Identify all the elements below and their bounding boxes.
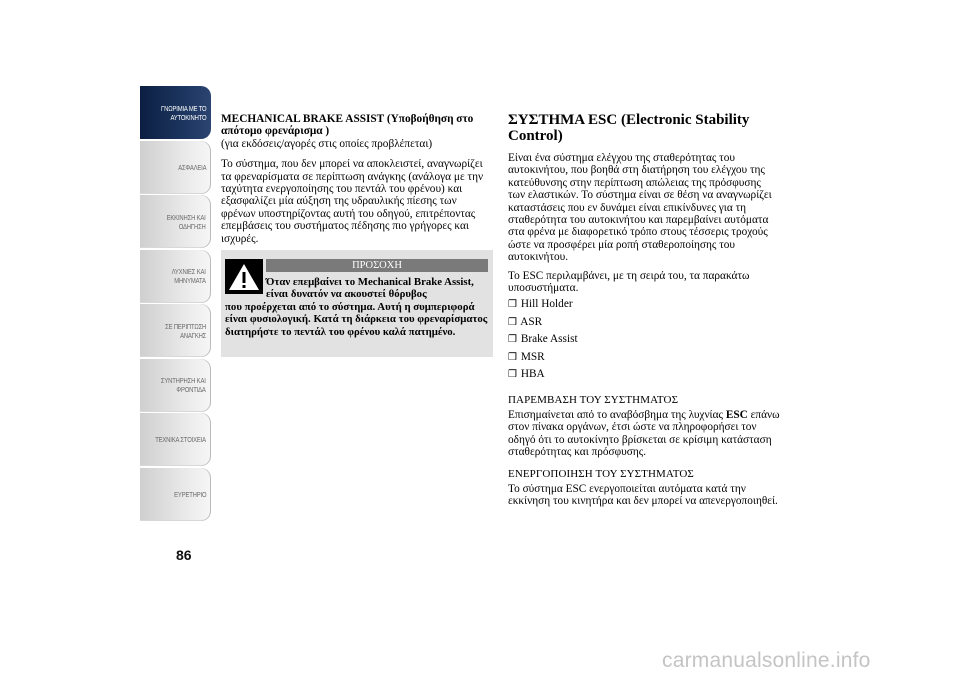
checkbox-bullet-icon: ❒ bbox=[508, 334, 517, 346]
list-item-label: HBA bbox=[520, 368, 545, 381]
list-item-label: Hill Holder bbox=[520, 298, 573, 311]
tab-lights-messages[interactable] bbox=[140, 250, 211, 303]
tab-label: ΑΣΦΑΛΕΙΑ bbox=[177, 162, 207, 172]
checkbox-bullet-icon: ❒ bbox=[508, 299, 517, 311]
subsystem-list bbox=[508, 296, 780, 383]
chapter-tabs bbox=[140, 86, 211, 522]
list-item bbox=[508, 366, 780, 383]
list-item-label: Brake Assist bbox=[520, 333, 578, 346]
warning-text-rest: που προέρχεται από το σύστημα. Αυτή η συμπεριφορά είναι φυσιολογική. Κατά τη διάρκεια του φρεναρίσματος διατηρήστε το πεντάλ του φρένου καλά πατημένο. bbox=[225, 300, 488, 338]
tab-label: ΤΕΧΝΙΚΑ ΣΤΟΙΧΕΙΑ bbox=[155, 435, 207, 444]
tab-technical-data[interactable] bbox=[140, 413, 211, 466]
tab-maintenance[interactable] bbox=[140, 359, 211, 412]
tab-label: ΛΥΧΝΙΕΣ ΚΑΙ ΜΗΝΥΜΑΤΑ bbox=[171, 267, 207, 285]
list-item bbox=[508, 296, 780, 313]
right-column bbox=[508, 113, 780, 514]
checkbox-bullet-icon: ❒ bbox=[508, 351, 517, 363]
list-item-label: ASR bbox=[520, 315, 543, 328]
tab-label: ΕΚΚΙΝΗΣΗ ΚΑΙ ΟΔΗΓΗΣΗ bbox=[167, 212, 207, 231]
tab-safety[interactable] bbox=[140, 141, 211, 194]
activation-heading: ΕΝΕΡΓΟΠΟΙΗΣΗ ΤΟΥ ΣΥΣΤΗΜΑΤΟΣ bbox=[508, 467, 694, 480]
warning-header: ΠΡΟΣΟΧΗ bbox=[266, 259, 488, 272]
tab-index[interactable] bbox=[140, 468, 211, 521]
tab-label: ΣΕ ΠΕΡΙΠΤΩΣΗ ΑΝΑΓΚΗΣ bbox=[165, 321, 207, 340]
watermark: carmanualsonline.info bbox=[662, 649, 871, 672]
tab-label: ΣΥΝΤΗΡΗΣΗ ΚΑΙ ΦΡΟΝΤΙΔΑ bbox=[161, 376, 207, 394]
esc-description: Είναι ένα σύστημα ελέγχου της σταθερότητας του αυτοκινήτου, που βοηθά στη διατήρηση του ελέγχου της κατεύθυνσης στην περίπτωση απώλειας της πρόσφυσης των ελαστικών. Το σύστημα είναι σε θέση να αναγνωρίζει καταστάσεις που εν δυνάμει είναι επικίνδυνες για τη σταθερότητα του αυτοκινήτου και παρεμβαίνει αυτόματα στα φρένα με διαφορετικό τρόπο στους τέσσερις τροχούς ώστε να προσφέρει μία ροπή σταθεροποίησης του αυτοκινήτου. bbox=[508, 152, 772, 264]
list-item bbox=[508, 331, 780, 348]
intervention-heading: ΠΑΡΕΜΒΑΣΗ ΤΟΥ ΣΥΣΤΗΜΑΤΟΣ bbox=[508, 393, 679, 406]
warning-text-first: Όταν επεμβαίνει το Mechanical Brake Assist, είναι δυνατόν να ακουστεί θόρυβος bbox=[266, 276, 474, 301]
list-item bbox=[508, 349, 780, 366]
tab-emergency[interactable] bbox=[140, 304, 211, 357]
tab-starting-driving[interactable] bbox=[140, 195, 211, 248]
section-heading: MECHANICAL BRAKE ASSIST (Υποβοήθηση στο απότομο φρενάρισμα ) bbox=[221, 113, 474, 138]
intervention-paragraph bbox=[508, 409, 780, 459]
esc-subsystems-intro: Το ESC περιλαμβάνει, με τη σειρά του, τα παρακάτω υποσυστήματα. bbox=[508, 269, 750, 295]
section-subheading: (για εκδόσεις/αγορές στις οποίες προβλέπεται) bbox=[221, 137, 433, 150]
list-item-label: MSR bbox=[520, 350, 545, 363]
tab-label: ΓΝΩΡΙΜΙΑ ΜΕ ΤΟ ΑΥΤΟΚΙΝΗΤΟ bbox=[160, 103, 207, 122]
page-number: 86 bbox=[176, 547, 192, 563]
left-column bbox=[221, 113, 493, 251]
tab-label: ΕΥΡΕΤΗΡΙΟ bbox=[173, 489, 207, 499]
list-item bbox=[508, 314, 780, 331]
warning-box bbox=[221, 250, 493, 357]
intervention-text-rest: επάνω στον πίνακα οργάνων, έτσι ώστε να πληροφορήσει τον οδηγό ότι το αυτοκίνητο βρίσκεται σε κρίσιμη κατάσταση σταθερότητας και πρόσφυσης. bbox=[508, 408, 780, 459]
tab-getting-to-know-car[interactable] bbox=[140, 86, 211, 139]
warning-text bbox=[225, 276, 493, 338]
checkbox-bullet-icon: ❒ bbox=[508, 369, 517, 381]
checkbox-bullet-icon: ❒ bbox=[508, 316, 517, 328]
esc-title: ΣΥΣΤΗΜΑ ESC (Electronic Stability Control) bbox=[508, 112, 750, 144]
intervention-text: Επισημαίνεται από το αναβόσβημα της λυχνίας bbox=[508, 408, 723, 421]
body-paragraph: Το σύστημα, που δεν μπορεί να αποκλειστεί, αναγνωρίζει τα φρεναρίσματα σε περίπτωση ανάγκης (ανάλογα με την ταχύτητα ενεργοποίησης του πεντάλ του φρένου) και εξασφαλίζει μία αύξηση της υδραυλικής πίεσης των φρένων υποστηρίζοντας αυτή του οδηγού, επιτρέποντας επεμβάσεις του συστήματος πέδησης πιο γρήγορες και ισχυρές. bbox=[221, 158, 484, 245]
esc-lamp-label: ESC bbox=[725, 408, 748, 421]
activation-paragraph: Το σύστημα ESC ενεργοποιείται αυτόματα κατά την εκκίνηση του κινητήρα και δεν μπορεί να απενεργοποιηθεί. bbox=[508, 482, 778, 508]
